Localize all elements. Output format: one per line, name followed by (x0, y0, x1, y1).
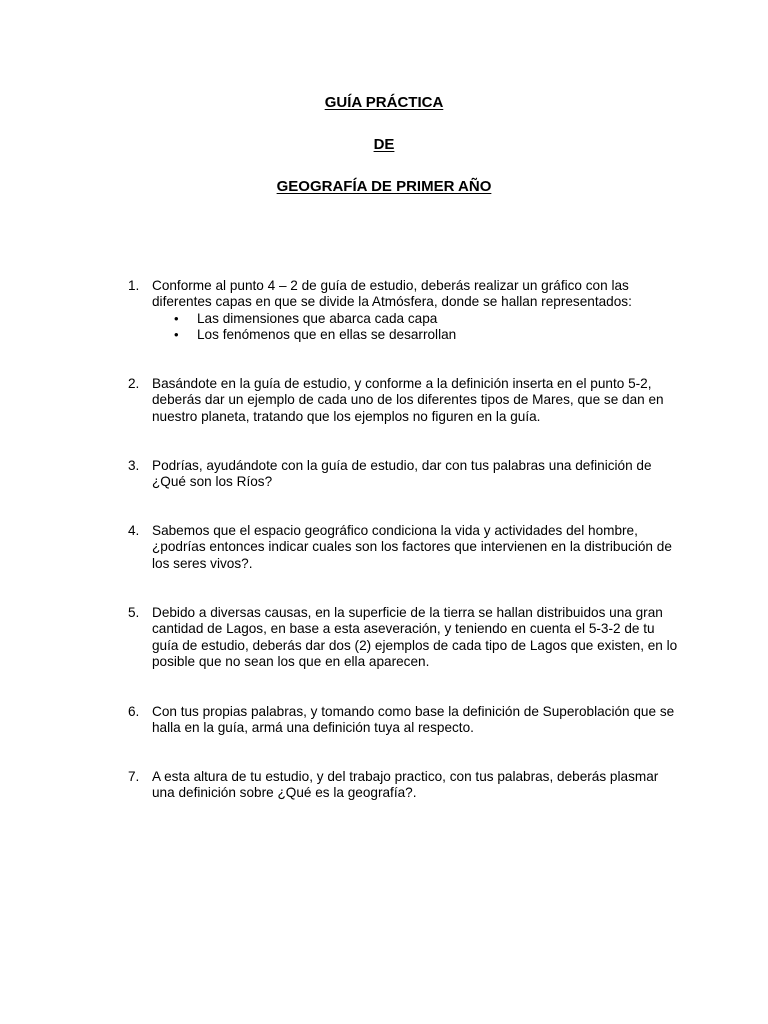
question-text: Con tus propias palabras, y tomando como base la definición de Superoblación que se halla en la guía, armá una definición tuya al respecto. (152, 704, 675, 736)
question-text: Podrías, ayudándote con la guía de estudio, dar con tus palabras una definición de ¿Qué son los Ríos? (152, 458, 652, 490)
question-number: 5. (128, 605, 140, 620)
question-item-6 (120, 704, 680, 737)
question-number: 1. (128, 278, 140, 293)
question-item-7 (120, 769, 680, 802)
question-number: 6. (128, 704, 140, 719)
question-text: Debido a diversas causas, en la superficie de la tierra se hallan distribuidos una gran cantidad de Lagos, en base a esta aseveración, y teniendo en cuenta el 5-3-2 de tu guía de estudio, deberás dar dos (2) ejemplos de cada tipo de Lagos que existen, en lo posible que no sean los que en ella aparecen. (152, 605, 678, 670)
bullet-icon: • (174, 310, 179, 326)
bullet-text: Las dimensiones que abarca cada capa (197, 310, 438, 326)
question-text: Basándote en la guía de estudio, y conforme a la definición inserta en el punto 5-2, deberás dar un ejemplo de cada uno de los diferentes tipos de Mares, que se dan en nuestro planeta, tratando que los ejemplos no figuren en la guía. (152, 376, 664, 424)
question-number: 2. (128, 376, 140, 391)
question-item-3 (120, 458, 680, 491)
question-item-4 (120, 523, 680, 572)
bullet-icon: • (174, 327, 179, 343)
question-item-1 (120, 278, 680, 344)
bullet-item (152, 311, 680, 327)
question-text: Conforme al punto 4 – 2 de guía de estudio, deberás realizar un gráfico con las diferentes capas en que se divide la Atmósfera, donde se hallan representados: (152, 278, 632, 310)
question-number: 7. (128, 769, 140, 784)
question-item-2 (120, 376, 680, 425)
title-line-de: DE (373, 136, 395, 153)
question-number: 4. (128, 523, 140, 538)
question-number: 3. (128, 458, 140, 473)
title-line-geografia: GEOGRAFÍA DE PRIMER AÑO (276, 178, 492, 195)
bullet-list (152, 311, 680, 344)
bullet-item (152, 327, 680, 343)
question-text: Sabemos que el espacio geográfico condiciona la vida y actividades del hombre, ¿podrías entonces indicar cuales son los factores que intervienen en la distribución de los seres vivos?. (152, 523, 672, 571)
question-text: A esta altura de tu estudio, y del trabajo practico, con tus palabras, deberás plasmar una definición sobre ¿Qué es la geografía?. (152, 769, 659, 801)
bullet-text: Los fenómenos que en ellas se desarrollan (197, 327, 457, 343)
question-item-5 (120, 605, 680, 671)
title-line-guia-practica: GUÍA PRÁCTICA (324, 94, 444, 111)
